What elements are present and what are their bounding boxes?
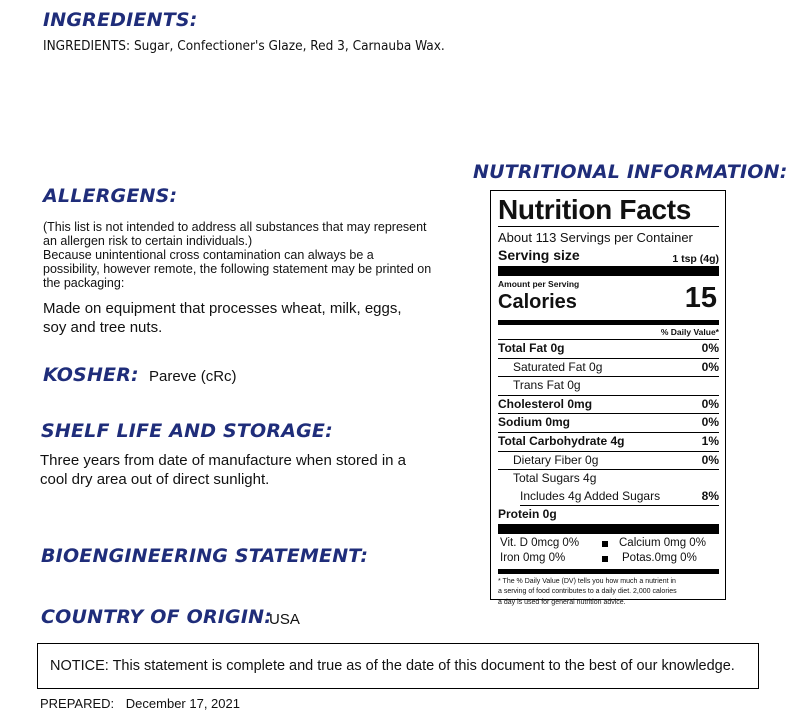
servings-per-container: About 113 Servings per Container	[498, 230, 693, 245]
vitamins-block	[498, 536, 719, 566]
nutrient-label: Protein 0g	[498, 507, 557, 522]
nutrient-row-total-carbohydrate	[498, 433, 719, 452]
allergens-heading: ALLERGENS:	[43, 185, 178, 207]
nutrient-label: Cholesterol 0mg	[498, 396, 593, 411]
nutrient-dv: 8%	[701, 488, 719, 503]
nutrient-row-trans-fat	[498, 377, 719, 396]
allergen-statement-line: Made on equipment that processes wheat, milk, eggs,	[43, 300, 402, 317]
amount-per-serving: Amount per Serving	[498, 279, 580, 289]
footnote-line: a serving of food contributes to a daily diet. 2,000 calories	[498, 588, 677, 596]
thick-divider	[498, 266, 719, 276]
disclaimer-line: (This list is not intended to address all substances that may represent	[43, 220, 427, 234]
shelf-life-line: Three years from date of manufacture when stored in a	[40, 452, 407, 469]
nutrition-heading: NUTRITIONAL INFORMATION:	[473, 161, 788, 183]
nutrient-label: Sodium 0mg	[498, 415, 571, 430]
nutrient-label: Total Sugars 4g	[513, 471, 597, 486]
ingredients-text: INGREDIENTS: Sugar, Confectioner's Glaze, Red 3, Carnauba Wax.	[43, 38, 445, 54]
footnote-line: a day is used for general nutrition advice.	[498, 598, 626, 606]
prepared-line	[40, 696, 240, 711]
disclaimer-line: an allergen risk to certain individuals.)	[43, 234, 253, 248]
nutrient-row-saturated-fat	[498, 359, 719, 378]
bullet-square	[602, 556, 608, 562]
nutrient-row-total-sugars	[498, 470, 719, 488]
shelf-life-line: cool dry area out of direct sunlight.	[40, 471, 270, 488]
nutrient-dv: 0%	[701, 359, 719, 374]
serving-size-label: Serving size	[498, 247, 580, 263]
calcium: Calcium 0mg 0%	[619, 536, 706, 549]
bioengineering-heading: BIOENGINEERING STATEMENT:	[41, 545, 369, 567]
nutrient-dv: 0%	[701, 415, 719, 430]
ingredients-heading: INGREDIENTS:	[43, 9, 198, 31]
daily-value-header: % Daily Value*	[498, 325, 719, 340]
shelf-life-heading: SHELF LIFE AND STORAGE:	[41, 420, 333, 442]
allergens-disclaimer	[43, 220, 431, 290]
serving-size-value: 1 tsp (4g)	[672, 253, 719, 265]
nutrient-label: Dietary Fiber 0g	[513, 452, 599, 467]
nutrient-row-protein	[498, 506, 719, 524]
nutrition-facts-panel	[490, 190, 726, 606]
shelf-life-text	[40, 451, 406, 489]
calories-block	[498, 276, 719, 320]
kosher-value: Pareve (cRc)	[149, 368, 237, 385]
nutrient-label: Trans Fat 0g	[513, 378, 581, 393]
kosher-heading: KOSHER:	[43, 364, 139, 386]
medium-divider	[498, 569, 719, 574]
bullet-square	[602, 541, 608, 547]
daily-value-footnote	[498, 577, 719, 609]
nutrient-row-cholesterol	[498, 396, 719, 415]
iron: Iron 0mg 0%	[500, 551, 566, 564]
serving-size-row	[498, 246, 719, 266]
nutrient-label: Includes 4g Added Sugars	[520, 488, 661, 503]
disclaimer-line: possibility, however remote, the following statement may be printed on	[43, 262, 432, 276]
notice-box: NOTICE: This statement is complete and true as of the date of this document to the best of our knowledge.	[37, 643, 759, 689]
footnote-line: * The % Daily Value (DV) tells you how much a nutrient in	[498, 577, 676, 585]
nutrient-dv: 0%	[701, 341, 719, 355]
nutrient-row-dietary-fiber	[498, 452, 719, 471]
nutrition-facts-title: Nutrition Facts	[498, 194, 692, 225]
nutrient-row-sodium	[498, 414, 719, 433]
nutrient-label: Saturated Fat 0g	[513, 359, 603, 374]
allergen-statement	[43, 299, 402, 337]
prepared-date: December 17, 2021	[125, 696, 240, 711]
calories-label: Calories	[498, 291, 577, 313]
potassium: Potas.0mg 0%	[622, 551, 697, 564]
nutrient-row-added-sugars	[520, 488, 719, 507]
country-value: USA	[269, 611, 300, 628]
thick-divider	[498, 524, 719, 534]
disclaimer-line: the packaging:	[43, 276, 125, 290]
nutrient-dv: 1%	[701, 433, 719, 448]
nutrient-label: Total Fat 0g	[498, 341, 565, 355]
disclaimer-line: Because unintentional cross contamination can always be a	[43, 248, 374, 262]
nutrient-label: Total Carbohydrate 4g	[498, 433, 625, 448]
nutrient-dv: 0%	[701, 452, 719, 467]
vitamin-d: Vit. D 0mcg 0%	[500, 536, 580, 549]
nutrient-dv: 0%	[701, 396, 719, 411]
allergen-statement-line: soy and tree nuts.	[43, 319, 163, 336]
prepared-label: PREPARED:	[40, 696, 115, 711]
nutrient-row-total-fat	[498, 340, 719, 359]
country-heading: COUNTRY OF ORIGIN:	[41, 606, 273, 628]
calories-value: 15	[684, 282, 717, 314]
